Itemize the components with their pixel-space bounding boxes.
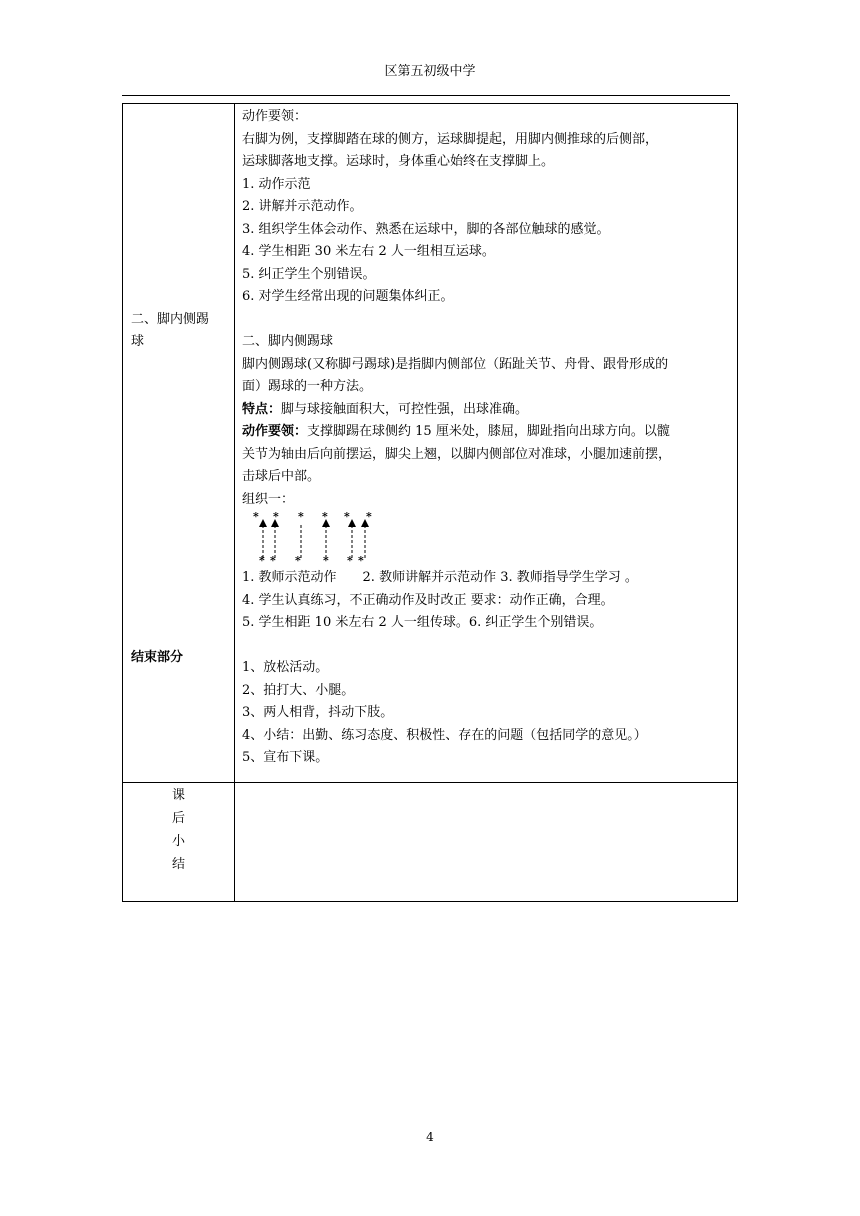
section-label: [131, 309, 231, 353]
content-line: 运球脚落地支撑。运球时，身体重心始终在支撑脚上。: [242, 154, 555, 169]
player-marker: *: [273, 510, 279, 523]
end-line: 5、宣布下课。: [242, 750, 329, 765]
content-line: 动作要领：: [242, 109, 308, 124]
content-line: 5. 纠正学生个别错误。: [242, 266, 376, 282]
content-line: 4. 学生相距 30 米左右 2 人一组相互运球。: [242, 244, 495, 259]
end-line: 1、放松活动。: [242, 660, 329, 675]
summary-char: 小: [171, 834, 185, 849]
player-marker: *: [322, 510, 328, 523]
summary-char: 结: [171, 857, 185, 872]
player-marker: *: [298, 510, 304, 523]
org-line: 1. 教师示范动作 2. 教师讲解并示范动作 3. 教师指导学生学习 。: [242, 570, 638, 585]
org-label: 组织一：: [242, 491, 295, 507]
player-marker: *: [344, 510, 350, 523]
content-line: 1. 动作示范: [242, 176, 311, 192]
summary-char: 课: [171, 788, 185, 803]
lesson-content: [242, 106, 734, 770]
end-line: 4、小结：出勤、练习态度、积极性、存在的问题（包括同学的意见。）: [242, 727, 647, 743]
summary-label: [123, 784, 234, 876]
player-marker: *: [270, 554, 276, 567]
essentials-label: 动作要领：: [242, 424, 308, 439]
player-marker: *: [259, 554, 265, 567]
content-line: 3. 组织学生体会动作、熟悉在运球中，脚的各部位触球的感觉。: [242, 221, 610, 237]
feature-line: [242, 399, 734, 422]
lesson-table: [122, 103, 738, 902]
kick-desc-line: 脚内侧踢球(又称脚弓踢球)是指脚内侧部位（跖趾关节、舟骨、跟骨形成的: [242, 356, 669, 372]
row-divider: [123, 782, 737, 783]
end-line: 3、两人相背，抖动下肢。: [242, 705, 394, 720]
formation-diagram: [244, 511, 404, 567]
essentials-text: 支撑脚踼在球侧约 15 厘米处，膝屈，脚趾指向出球方向。以髋: [307, 424, 670, 439]
summary-char: 后: [171, 811, 185, 826]
section-label-line2: 球: [131, 334, 145, 349]
org-line: 5. 学生相距 10 米左右 2 人一组传球。6. 纠正学生个别错误。: [242, 615, 603, 630]
end-section-label: 结束部分: [131, 650, 184, 665]
player-marker: *: [253, 510, 259, 523]
kick-desc-line: 面）踢球的一种方法。: [242, 379, 373, 394]
player-marker: *: [358, 554, 364, 567]
page-number: 4: [426, 1130, 434, 1144]
content-line: 右脚为例，支撑脚踏在球的侧方，运球脚提起，用脚内侧推球的后侧部，: [242, 131, 659, 147]
header-rule: [122, 95, 730, 96]
content-line: 6. 对学生经常出现的问题集体纠正。: [242, 289, 454, 304]
content-line: 2. 讲解并示范动作。: [242, 199, 363, 214]
player-marker: *: [366, 510, 372, 523]
header-title: 区第五初级中学: [384, 64, 476, 79]
org-line: 4. 学生认真练习，不正确动作及时改正 要求：动作正确，合理。: [242, 592, 614, 608]
essentials-line: 关节为轴由后向前摆运，脚尖上翘，以脚内侧部位对准球，小腿加速前摆，: [242, 446, 672, 462]
feature-label: 特点：: [242, 401, 282, 417]
spacer: [242, 635, 734, 658]
spacer: [242, 309, 734, 332]
player-marker: *: [347, 554, 353, 567]
essentials-line: 击球后中部。: [242, 469, 321, 484]
player-marker: *: [323, 554, 329, 567]
section-label-line1: 二、脚内侧踢: [131, 312, 210, 327]
player-marker: *: [295, 554, 301, 567]
feature-text: 脚与球接触面积大，可控性强，出球准确。: [281, 401, 529, 417]
end-line: 2、拍打大、小腿。: [242, 682, 355, 698]
kick-title: 二、脚内侧踢球: [242, 334, 334, 349]
essentials-line: [242, 421, 734, 444]
